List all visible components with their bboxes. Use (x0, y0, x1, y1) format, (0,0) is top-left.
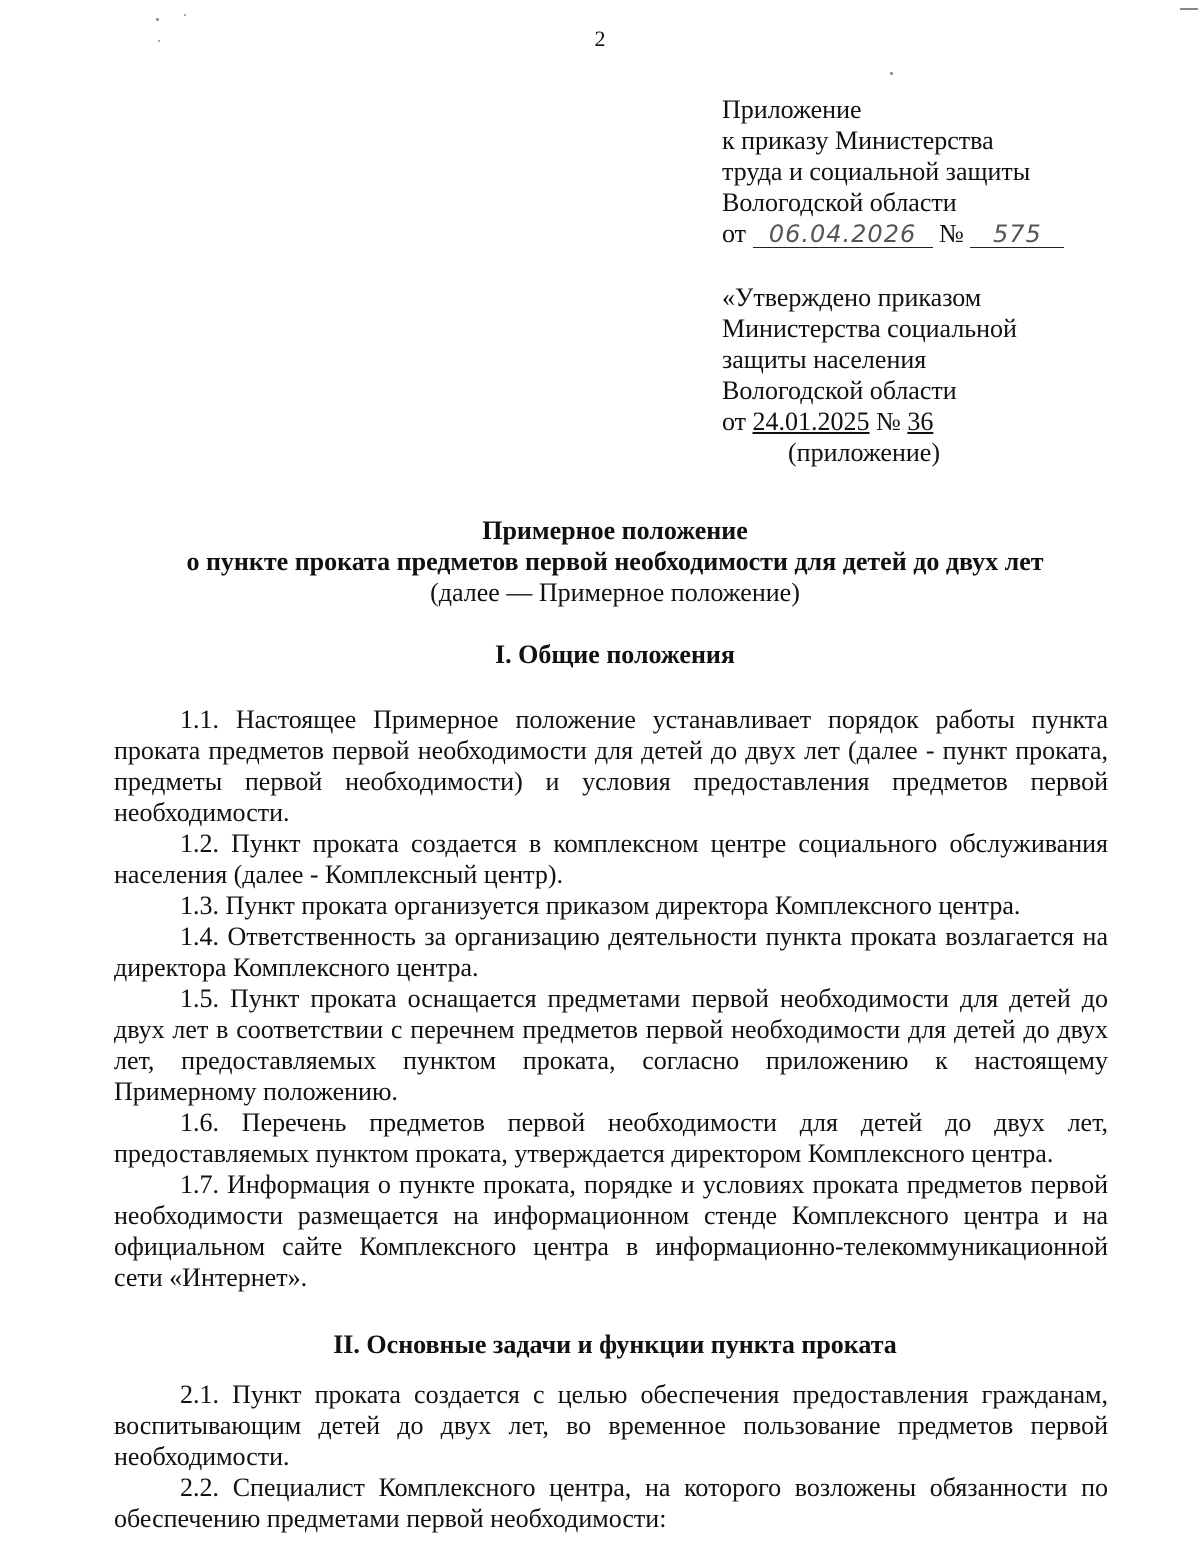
appendix-line: труда и социальной защиты (722, 157, 1031, 186)
approved-block (722, 282, 1017, 468)
paragraph-1-6: 1.6. Перечень предметов первой необходимости для детей до двух лет, предоставляемых пунктом проката, утверждается директором Комплексного центра. (114, 1108, 1108, 1168)
scan-speck (156, 18, 159, 21)
appendix-number-prefix: № (939, 219, 964, 248)
paragraph-1-3: 1.3. Пункт проката организуется приказом директора Комплексного центра. (180, 891, 1021, 920)
approved-date: 24.01.2025 (752, 407, 870, 436)
title-line-2: о пункте проката предметов первой необходимости для детей до двух лет (186, 547, 1044, 576)
scan-speck (158, 40, 160, 42)
approved-line: Вологодской области (722, 376, 957, 405)
appendix-date-line (722, 218, 1064, 249)
approved-note: (приложение) (788, 438, 941, 467)
approved-number-prefix: № (876, 407, 901, 436)
appendix-block (722, 94, 1064, 249)
paragraph-1-7: 1.7. Информация о пункте проката, порядке и условиях проката предметов первой необходимости размещается на информационном стенде Комплексного центра и на официальном сайте Комплексного центра в информационно-телекоммуникационной сети «Интернет». (114, 1170, 1108, 1292)
page-number: 2 (594, 26, 606, 51)
section-heading-1: I. Общие положения (495, 640, 735, 669)
paragraph-1-4: 1.4. Ответственность за организацию деятельности пункта проката возлагается на директора Комплексного центра. (114, 922, 1108, 982)
paragraph-1-1: 1.1. Настоящее Примерное положение устанавливает порядок работы пункта проката предметов первой необходимости для детей до двух лет (далее - пункт проката, предметы первой необходимости) и условия предоставления предметов первой необходимости. (114, 705, 1108, 827)
approved-line: Министерства социальной (722, 314, 1017, 343)
paragraph-2-1: 2.1. Пункт проката создается с целью обеспечения предоставления гражданам, воспитывающим детей до двух лет, во временное пользование предметов первой необходимости. (114, 1380, 1108, 1471)
scan-edge-mark (1180, 8, 1198, 10)
paragraph-1-5: 1.5. Пункт проката оснащается предметами первой необходимости для детей до двух лет в соответствии с перечнем предметов первой необходимости для детей до двух лет, предоставляемых пунктом проката, согласно приложению к настоящему Примерному положению. (114, 984, 1108, 1106)
section-2-body (114, 1379, 1108, 1534)
approved-date-line (722, 406, 1017, 437)
appendix-line: к приказу Министерства (722, 126, 994, 155)
scan-speck (184, 14, 186, 16)
appendix-line: Вологодской области (722, 188, 957, 217)
title-line-3: (далее — Примерное положение) (430, 578, 800, 607)
title-line-1: Примерное положение (482, 516, 748, 545)
document-title (0, 515, 1200, 608)
approved-date-prefix: от (722, 407, 747, 436)
approved-number: 36 (907, 407, 934, 436)
paragraph-2-2: 2.2. Специалист Комплексного центра, на которого возложены обязанности по обеспечению предметами первой необходимости: (114, 1473, 1108, 1533)
scan-speck (890, 72, 893, 75)
approved-line: «Утверждено приказом (722, 283, 982, 312)
section-1-body (114, 704, 1108, 1293)
handwritten-number: 575 (970, 221, 1064, 248)
appendix-date-prefix: от (722, 219, 747, 248)
approved-line: защиты населения (722, 345, 927, 374)
appendix-line: Приложение (722, 95, 862, 124)
handwritten-date: 06.04.2026 (753, 221, 933, 248)
section-heading-2: II. Основные задачи и функции пункта проката (333, 1330, 897, 1359)
paragraph-1-2: 1.2. Пункт проката создается в комплексном центре социального обслуживания населения (далее - Комплексный центр). (114, 829, 1108, 889)
